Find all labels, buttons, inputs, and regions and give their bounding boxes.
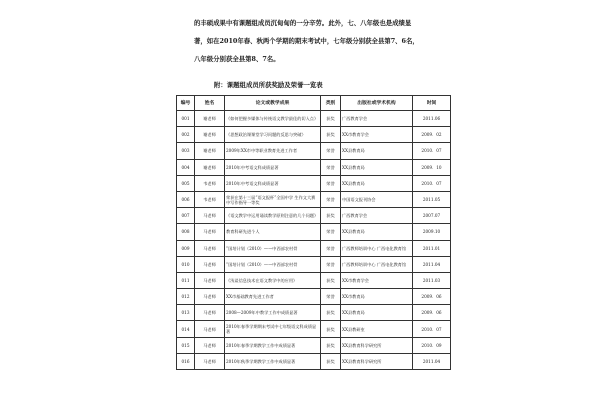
cell-title: XX市基础教育先进工作者 [225,289,321,305]
cell-type: 荣誉 [321,175,341,191]
cell-date: 2010．07 [413,321,451,337]
cell-date: 2011.01 [413,240,451,256]
intro-paragraph [194,14,434,68]
cell-type: 荣誉 [321,289,341,305]
cell-name: 马老师 [195,256,225,272]
table-caption: 附：课题组成员所获奖励及荣誉一览表 [214,81,323,89]
paragraph-line: 的丰硕成果中有课题组成员沉甸甸的一分辛劳。此外，七、八年级也是成绩显 [194,19,412,27]
table-row [177,143,451,159]
cell-name: 马老师 [195,272,225,288]
cell-title: 教育科研先进个人 [225,224,321,240]
table-row [177,240,451,256]
table-header-row [177,96,451,111]
table-row [177,353,451,369]
cell-name: 马老师 [195,321,225,337]
table-row [177,127,451,143]
cell-type: 获奖 [321,272,341,288]
cell-type: 荣誉 [321,240,341,256]
cell-number: 015 [177,337,195,353]
cell-number: 012 [177,289,195,305]
table-row [177,159,451,175]
table-row [177,289,451,305]
cell-title: 2010年春季学期教学工作中成绩显著 [225,337,321,353]
cell-name: 马老师 [195,240,225,256]
header-org: 出版社或学术机构 [341,96,413,111]
header-number: 编号 [177,96,195,111]
cell-org: XX县教育局 [341,143,413,159]
cell-title: 2009年XX市中等职业教育先进工作者 [225,143,321,159]
table-row [177,111,451,127]
cell-number: 007 [177,208,195,224]
header-name: 姓名 [195,96,225,111]
cell-name: 谢老师 [195,159,225,175]
cell-type: 获奖 [321,337,341,353]
cell-org: XX县教育局 [341,175,413,191]
cell-date: 2009．10 [413,159,451,175]
cell-title: 《语文教学中运用诵读教学原则注意的几个问题》 [225,208,321,224]
cell-number: 010 [177,256,195,272]
paragraph-line: 著，如在2010年春、秋两个学期的期末考试中，七年级分别获全县第7、6名， [194,37,419,45]
table-row [177,191,451,207]
cell-org: XX县教育局 [341,224,413,240]
cell-number: 009 [177,240,195,256]
cell-org: XX市教育局 [341,289,413,305]
cell-org: 中国语文报刊协会 [341,191,413,207]
cell-title: 2010年中考语文科成绩显著 [225,159,321,175]
paragraph-line: 八年级分别获全县第8、7名。 [194,55,280,63]
cell-type: 荣誉 [321,159,341,175]
cell-title: 2010年中考语文科成绩显著 [225,175,321,191]
table-row [177,272,451,288]
header-type: 类别 [321,96,341,111]
cell-title: 《浅谈信息技术在语文教学中的应用》 [225,272,321,288]
cell-number: 013 [177,305,195,321]
cell-org: XX县教育科学研究所 [341,353,413,369]
cell-title: 2010年春季学期期末考试中七年级语文科成绩显著 [225,321,321,337]
cell-org: XX县教研室 [341,321,413,337]
cell-type: 荣誉 [321,256,341,272]
cell-type: 获奖 [321,208,341,224]
cell-date: 2010．07 [413,175,451,191]
cell-number: 005 [177,175,195,191]
cell-org: 广西教师培训中心 广西电化教育馆 [341,240,413,256]
cell-number: 004 [177,159,195,175]
cell-title: “国培计划（2010）——中西部农村骨 [225,256,321,272]
cell-org: XX县教育局 [341,305,413,321]
cell-title: 2008—2009年中教学工作中成绩显著 [225,305,321,321]
table-row [177,321,451,337]
header-date: 时间 [413,96,451,111]
cell-date: 2009．06 [413,289,451,305]
cell-date: 2010．09 [413,337,451,353]
cell-org: 广西教育学会 [341,111,413,127]
cell-date: 2010．07 [413,143,451,159]
cell-title: 《思想政治课课堂学习问题的反思与突破》 [225,127,321,143]
cell-number: 006 [177,191,195,207]
cell-number: 002 [177,127,195,143]
cell-type: 获奖 [321,111,341,127]
cell-name: 马老师 [195,305,225,321]
table-row [177,175,451,191]
cell-name: 马老师 [195,337,225,353]
cell-type: 荣誉 [321,143,341,159]
cell-type: 获奖 [321,321,341,337]
cell-date: 2011.06 [413,111,451,127]
cell-name: 韦老师 [195,175,225,191]
header-title: 论文或教学成果 [225,96,321,111]
cell-org: 广西教育学会 [341,208,413,224]
cell-date: 2009.10 [413,224,451,240]
cell-number: 011 [177,272,195,288]
cell-number: 008 [177,224,195,240]
table-row [177,337,451,353]
cell-date: 2007.07 [413,208,451,224]
cell-number: 014 [177,321,195,337]
cell-type: 获奖 [321,127,341,143]
cell-org: 广西教师培训中心 广西电化教育馆 [341,256,413,272]
cell-date: 2009．06 [413,305,451,321]
cell-name: 韦老师 [195,191,225,207]
cell-title: 《如何把握多媒体与传统语文教学最佳的切入点》 [225,111,321,127]
cell-type: 荣誉 [321,191,341,207]
cell-date: 2011.03 [413,272,451,288]
cell-name: 谢老师 [195,143,225,159]
cell-org: XX市教育学会 [341,127,413,143]
cell-type: 获奖 [321,353,341,369]
cell-date: 2011.05 [413,191,451,207]
cell-org: XX县教育局 [341,159,413,175]
cell-name: 马老师 [195,224,225,240]
cell-name: 谢老师 [195,127,225,143]
awards-table [176,95,451,370]
cell-org: XX县教育科学研究所 [341,337,413,353]
cell-type: 获奖 [321,305,341,321]
cell-name: 马老师 [195,289,225,305]
table-row [177,208,451,224]
cell-title: 荣获在第十三届“语文报杯”全国中学 生作文大赛中写作指导一等奖 [225,191,321,207]
cell-title: “国培计划（2010）——中西部农村骨 [225,240,321,256]
table-row [177,305,451,321]
cell-number: 001 [177,111,195,127]
cell-name: 马老师 [195,208,225,224]
table-row [177,256,451,272]
cell-number: 016 [177,353,195,369]
cell-date: 2009．02 [413,127,451,143]
cell-type: 荣誉 [321,224,341,240]
cell-name: 谢老师 [195,111,225,127]
cell-org: XX市教育学会 [341,272,413,288]
cell-title: 2010年秋季学期教学工作中成绩显著 [225,353,321,369]
table-row [177,224,451,240]
cell-date: 2011.04 [413,353,451,369]
cell-date: 2011.04 [413,256,451,272]
cell-name: 马老师 [195,353,225,369]
cell-number: 003 [177,143,195,159]
